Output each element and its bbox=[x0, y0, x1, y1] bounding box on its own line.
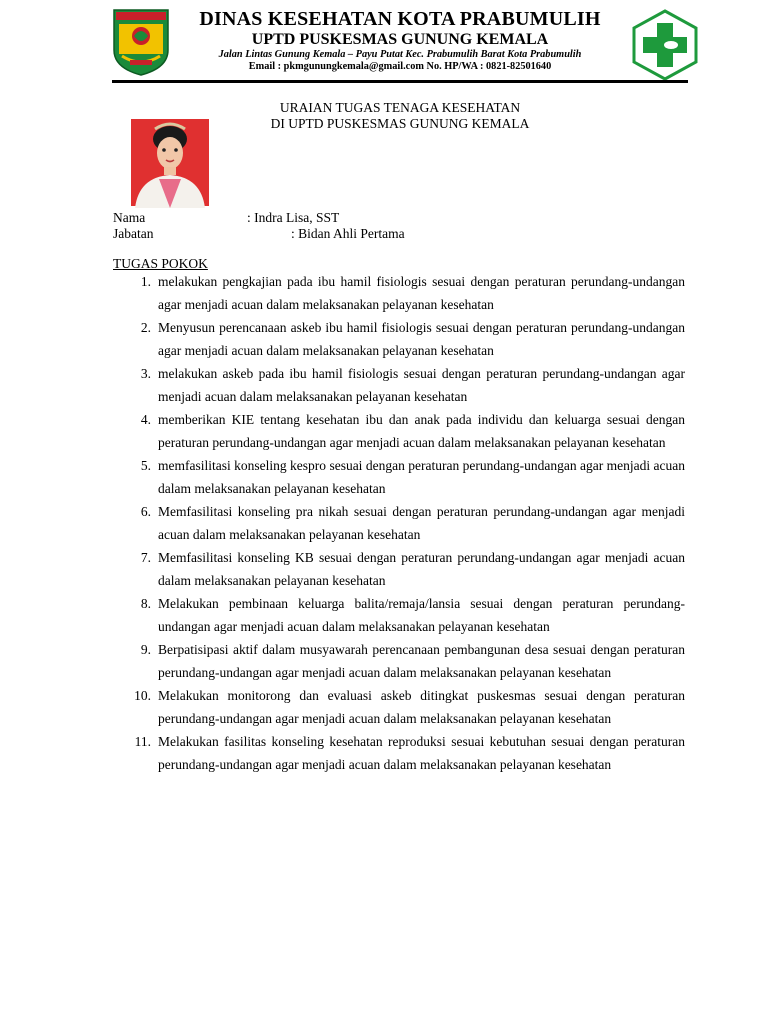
position-value: : Bidan Ahli Pertama bbox=[291, 226, 405, 241]
letterhead bbox=[0, 0, 768, 86]
list-item-number: 5. bbox=[140, 458, 151, 473]
duty-list bbox=[113, 270, 685, 776]
list-item-number: 2. bbox=[140, 320, 151, 335]
list-item bbox=[113, 500, 685, 546]
list-item bbox=[113, 546, 685, 592]
unit-name: UPTD PUSKESMAS GUNUNG KEMALA bbox=[251, 31, 549, 48]
puskesmas-logo-icon bbox=[630, 9, 700, 81]
list-item bbox=[113, 592, 685, 638]
list-item-text: Melakukan fasilitas konseling kesehatan reproduksi sesuai kebutuhan sesuai dengan peraturan perundang-undangan agar menjadi acuan dalam melaksanakan pelayanan kesehatan bbox=[158, 734, 685, 772]
list-item-text: Melakukan pembinaan keluarga balita/remaja/lansia sesuai dengan peraturan perundang-undangan agar menjadi acuan dalam melaksanakan pelayanan kesehatan bbox=[158, 596, 685, 634]
name-label: Nama bbox=[113, 210, 146, 225]
list-item bbox=[113, 408, 685, 454]
list-item bbox=[113, 362, 685, 408]
list-item-number: 11. bbox=[134, 734, 151, 749]
list-item bbox=[113, 730, 685, 776]
letterhead-divider bbox=[112, 80, 688, 83]
list-item-number: 6. bbox=[140, 504, 151, 519]
list-item bbox=[113, 270, 685, 316]
list-item-number: 3. bbox=[140, 366, 151, 381]
list-item-number: 1. bbox=[140, 274, 151, 289]
name-value: : Indra Lisa, SST bbox=[247, 210, 340, 225]
list-item-text: memfasilitasi konseling kespro sesuai dengan peraturan perundang-undangan agar menjadi acuan dalam melaksanakan pelayanan kesehatan bbox=[158, 458, 685, 496]
agency-name: DINAS KESEHATAN KOTA PRABUMULIH bbox=[199, 8, 601, 30]
list-item-number: 9. bbox=[140, 642, 151, 657]
profile-photo bbox=[129, 117, 211, 208]
list-item-number: 7. bbox=[140, 550, 151, 565]
list-item-text: Memfasilitasi konseling KB sesuai dengan peraturan perundang-undangan agar menjadi acuan dalam melaksanakan pelayanan kesehatan bbox=[158, 550, 685, 588]
list-item-text: melakukan askeb pada ibu hamil fisiologis sesuai dengan peraturan perundang-undangan agar menjadi acuan dalam melaksanakan pelayanan kesehatan bbox=[158, 366, 685, 404]
address: Jalan Lintas Gunung Kemala – Payu Putat Kec. Prabumulih Barat Kota Prabumulih bbox=[218, 49, 582, 60]
list-item-text: Menyusun perencanaan askeb ibu hamil fisiologis sesuai dengan peraturan perundang-undangan agar menjadi acuan dalam melaksanakan pelayanan kesehatan bbox=[158, 320, 685, 358]
prabumulih-emblem-icon bbox=[112, 6, 170, 76]
list-item-number: 10. bbox=[134, 688, 151, 703]
list-item bbox=[113, 684, 685, 730]
list-item-text: Berpatisipasi aktif dalam musyawarah perencanaan pembangunan desa sesuai dengan peraturan perundang-undangan agar menjadi acuan dalam melaksanakan pelayanan kesehatan bbox=[158, 642, 685, 680]
list-item bbox=[113, 454, 685, 500]
list-item-text: melakukan pengkajian pada ibu hamil fisiologis sesuai dengan peraturan perundang-undangan agar menjadi acuan dalam melaksanakan pelayanan kesehatan bbox=[158, 274, 685, 312]
contact-line: Email : pkmgunungkemala@gmail.com No. HP/WA : 0821-82501640 bbox=[248, 61, 552, 72]
position-label: Jabatan bbox=[113, 226, 154, 241]
list-item-number: 8. bbox=[140, 596, 151, 611]
list-item bbox=[113, 638, 685, 684]
list-item-number: 4. bbox=[140, 412, 151, 427]
title-line-1: URAIAN TUGAS TENAGA KESEHATAN bbox=[279, 100, 521, 115]
list-item-text: memberikan KIE tentang kesehatan ibu dan anak pada individu dan keluarga sesuai dengan peraturan perundang-undangan agar menjadi acuan dalam melaksanakan pelayanan kesehatan bbox=[158, 412, 685, 450]
list-item-text: Melakukan monitorong dan evaluasi askeb ditingkat puskesmas sesuai dengan peraturan perundang-undangan agar menjadi acuan dalam melaksanakan pelayanan kesehatan bbox=[158, 688, 685, 726]
list-item bbox=[113, 316, 685, 362]
section-heading: TUGAS POKOK bbox=[113, 256, 208, 271]
title-line-2: DI UPTD PUSKESMAS GUNUNG KEMALA bbox=[270, 115, 530, 131]
list-item-text: Memfasilitasi konseling pra nikah sesuai dengan peraturan perundang-undangan agar menjadi acuan dalam melaksanakan pelayanan kesehatan bbox=[158, 504, 685, 542]
